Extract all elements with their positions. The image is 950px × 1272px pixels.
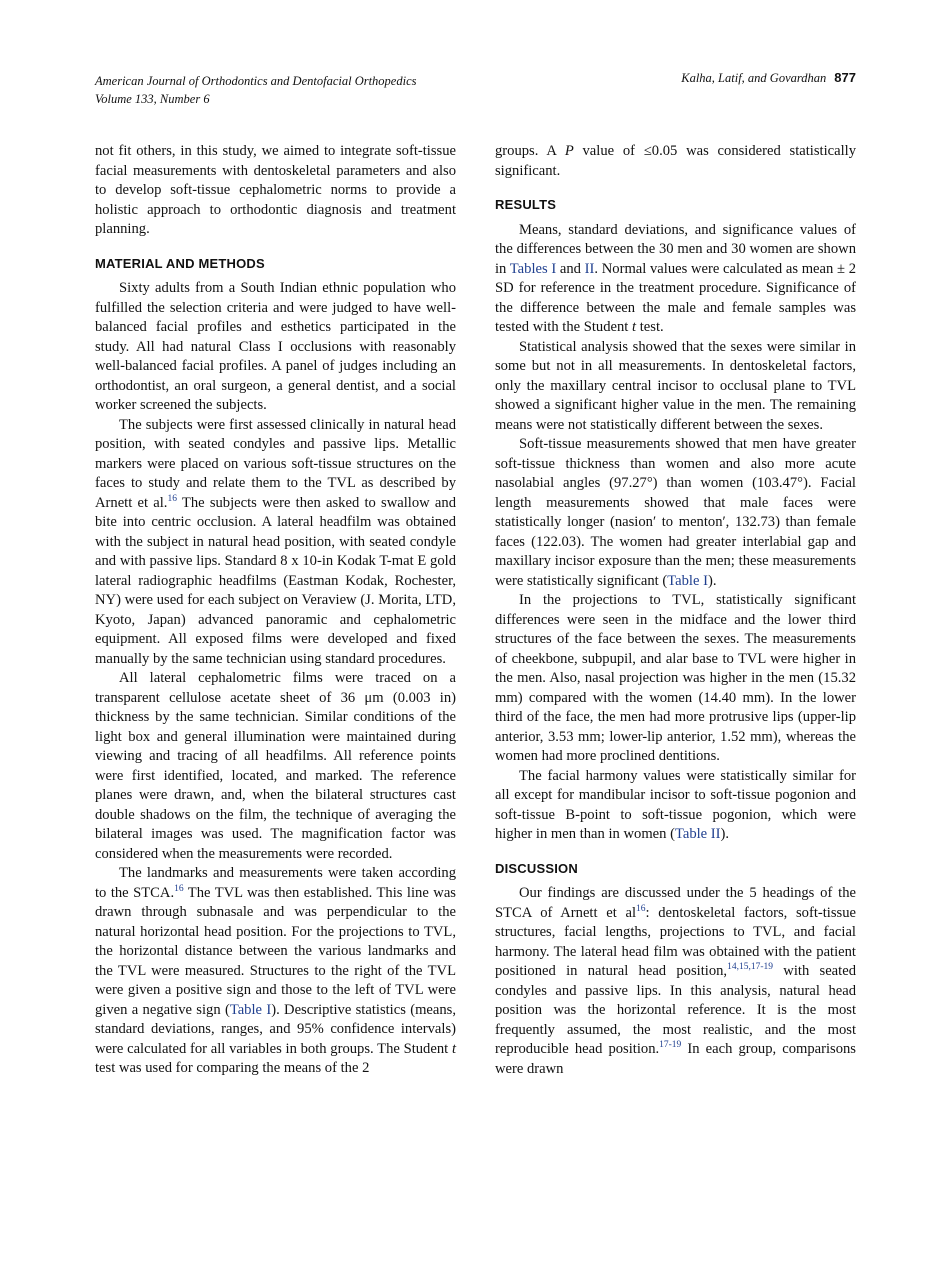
right-column — [495, 142, 856, 1079]
paragraph-discussion: Our findings are discussed under the 5 headings of the STCA of Arnett et al$^{16}$: dentoskeletal factors, soft-tissue structures, facial lengths, projections to TVL, and facial harmony. The lateral head film was obtained with the patient positioned in natural head position,$^{14,15,17-19}$ with seated condyles and passive lips. In this analysis, natural head position was the horizontal reference. It is the most frequently assumed, the most realistic, and the most reproducible head position.$^{17-19}$ In each group, comparisons were drawn — [495, 885, 856, 1077]
paragraph-methods-continued: groups. A P value of ≤0.05 was considered statistically significant. — [495, 143, 856, 179]
paragraph-soft-tissue: Soft-tissue measurements showed that men have greater soft-tissue thickness than women and also more acute nasolabial angles (97.27°) than women (103.47°). Facial length measurements showed that male faces were statistically longer (nasion′ to menton′, 132.73) than female faces (122.03). The women had greater interlabial gap and maxillary incisor exposure than the men; these measurements were statistically significant (Table I). — [495, 436, 856, 589]
table-link[interactable]: Table I — [229, 1001, 272, 1018]
running-header-right — [681, 70, 856, 86]
paragraph-clinical-assessment: The subjects were first assessed clinically in natural head position, with seated condyles and passive lips. Metallic markers were placed on various soft-tissue structures on the faces to study and relate them to the TVL as described by Arnett et al.$^{16}$ The subjects were then asked to swallow and bite into centric occlusion. A lateral headfilm was obtained with the subject in natural head position, with seated condyle and with passive lips. Standard 8 x 10-in Kodak T-mat E gold lateral radiographic headfilms (Eastman Kodak, Rochester, NY) were used for each subject on Veraview (J. Morita, LTD, Kyoto, Japan) advanced panoramic and cephalometric equipment. All exposed films were developed and fixed manually by the same technician using standard procedures. — [95, 416, 456, 667]
citation-link[interactable]: 16 — [174, 883, 184, 894]
citation-link[interactable]: 16 — [167, 493, 177, 504]
paragraph-dentoskeletal: Statistical analysis showed that the sexes were similar in some but not in all measurements. In dentoskeletal factors, only the maxillary central incisor to occlusal plane to TVL showed a significant higher value in the men. The remaining means were not statistically different between the sexes. — [495, 338, 856, 433]
page-number: 877 — [834, 70, 856, 85]
left-column — [95, 142, 456, 1079]
paragraph-facial-harmony: The facial harmony values were statistically similar for all except for mandibular incisor to soft-tissue pogonion and soft-tissue B-point to soft-tissue pogonion, which were higher in men than in women (Table II). — [495, 767, 856, 842]
heading-material-methods: MATERIAL AND METHODS — [95, 255, 265, 271]
paragraph-projections: In the projections to TVL, statistically significant differences were seen in the midface and the lower third structures of the face between the sexes. The measurements of cheekbone, subpupil, and alar base to TVL were higher in the men. Also, nasal projection was higher in the men (15.32 mm) compared with the women (14.40 mm). In the lower third of the face, the men had more protrusive lips (upper-lip anterior, 3.53 mm; lower-lip anterior, 1.52 mm), whereas the women had more proclined dentitions. — [495, 592, 856, 764]
table-link[interactable]: Tables I — [509, 260, 557, 277]
citation-link[interactable]: 17-19 — [659, 1040, 682, 1051]
paragraph-intro-continued: not fit others, in this study, we aimed to integrate soft-tissue facial measurements with dentoskeletal parameters and also to develop soft-tissue cephalometric norms to provide a holistic approach to orthodontic diagnosis and treatment planning. — [95, 143, 456, 237]
journal-volume: Volume 133, Number 6 — [95, 92, 210, 106]
heading-discussion: DISCUSSION — [495, 860, 578, 876]
table-link[interactable]: Table I — [667, 572, 708, 589]
citation-link[interactable]: 16 — [636, 903, 646, 914]
table-link[interactable]: II — [584, 260, 595, 277]
journal-name: American Journal of Orthodontics and Dentofacial Orthopedics — [95, 74, 417, 88]
paragraph-landmarks: The landmarks and measurements were taken according to the STCA.$^{16}$ The TVL was then established. This line was drawn through subnasale and was perpendicular to the natural horizontal head position. For the projections to TVL, the horizontal distance between the various landmarks and the TVL were measured. Structures to the right of the TVL were given a positive sign and those to the left of TVL were given a negative sign (Table I). Descriptive statistics (means, standard deviations, ranges, and 95% confidence intervals) were calculated for all variables in both groups. The Student t test was used for comparing the means of the 2 — [95, 865, 456, 1076]
paragraph-sample: Sixty adults from a South Indian ethnic population who fulfilled the selection criteria and were judged to have well-balanced facial profiles and esthetics participated in the study. All had natural Class I occlusions with reasonably well-balanced facial profiles. A panel of judges including an orthodontist, an oral surgeon, a general dentist, and a social worker screened the subjects. — [95, 280, 456, 413]
running-header-left — [95, 72, 417, 108]
citation-link[interactable]: 14,15,17-19 — [727, 962, 773, 973]
running-authors: Kalha, Latif, and Govardhan — [681, 71, 827, 85]
table-link[interactable]: Table II — [674, 826, 721, 842]
paragraph-results-overview: Means, standard deviations, and significance values of the differences between the 30 men and 30 women are shown in Tables I and II. Normal values were calculated as mean ± 2 SD for reference in the treatment procedure. Significance of the difference between the male and female samples was tested with the Student t test. — [495, 221, 856, 335]
paragraph-tracing: All lateral cephalometric films were traced on a transparent cellulose acetate sheet of 36 μm (0.003 in) thickness by the same technician. Similar conditions of the light box and general illumination were maintained during viewing and tracing of all headfilms. All reference points were first identified, located, and marked. The reference planes were drawn, and, when the bilateral structures cast double shadows on the film, the technique of averaging the bilateral images was used. The magnification factor was considered when the measurements were recorded. — [95, 670, 456, 862]
heading-results: RESULTS — [495, 197, 557, 212]
